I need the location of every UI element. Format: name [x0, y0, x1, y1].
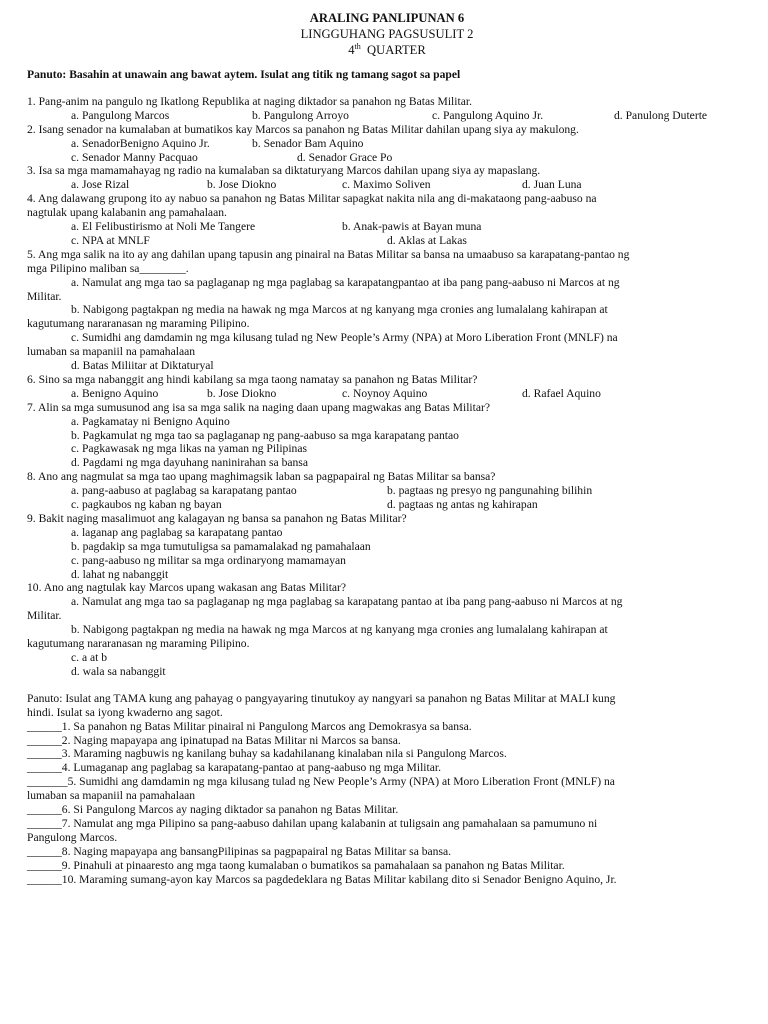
- question-6: [27, 373, 747, 401]
- choice-c: c. a at b: [71, 651, 108, 665]
- choice-b: b. Jose Diokno: [207, 178, 277, 192]
- choice-a: a. Jose Rizal: [71, 178, 130, 192]
- tf-item-8: ______8. Naging mapayapa ang bansangPilipinas sa pagpapairal ng Batas Militar sa bansa.: [27, 844, 452, 858]
- choice-d: d. Rafael Aquino: [522, 386, 601, 400]
- choice-a-line-1: a. Namulat ang mga tao sa paglaganap ng mga paglabag sa karapatangpantao at iba pang pang-aabuso ni Marcos at ng: [71, 275, 620, 289]
- choices-row: [27, 498, 747, 512]
- question-text: 1. Pang-anim na pangulo ng Ikatlong Republika at naging diktador sa panahon ng Batas Militar.: [27, 94, 472, 108]
- quarter-suffix: th: [354, 41, 361, 51]
- choices-row: [27, 220, 747, 234]
- question-9: [27, 512, 747, 582]
- question-4: [27, 192, 747, 248]
- choices-row: [27, 151, 747, 165]
- choice-b: b. pagtaas ng presyo ng pangunahing bilihin: [387, 484, 593, 498]
- choice-a: a. SenadorBenigno Aquino Jr.: [71, 136, 210, 150]
- question-text: 3. Isa sa mga mamamahayag ng radio na kumalaban sa diktaturyang Marcos dahilan upang siya ay mapaslang.: [27, 164, 541, 178]
- instruction-true-false: [27, 692, 747, 720]
- choice-b-line-1: b. Nabigong pagtakpan ng media na hawak ng mga Marcos at ng kanyang mga cronies ang lumalalang kahirapan at: [71, 303, 608, 317]
- tf-item-5-line-1: _______5. Sumidhi ang damdamin ng mga kilusang tulad ng New People’s Army (NPA) at Moro Liberation Front (MNLF) na: [27, 775, 615, 789]
- question-text-line-2: nagtulak upang kalabanin ang pamahalaan.: [27, 206, 227, 220]
- choices-row: [27, 178, 747, 192]
- tf-item-3: ______3. Maraming nagbuwis ng kanilang buhay sa kadahilanang kinalaban nila si Pangulong Marcos.: [27, 747, 507, 761]
- choice-c: c. Senador Manny Pacquao: [71, 150, 198, 164]
- question-1: [27, 95, 747, 123]
- choices-row: [27, 234, 747, 248]
- choices-row: [27, 109, 747, 123]
- choice-c: c. Pagkawasak ng mga likas na yaman ng Pilipinas: [71, 442, 308, 456]
- choice-d: d. Panulong Duterte: [614, 108, 708, 122]
- choice-d: d. lahat ng nabanggit: [71, 567, 169, 581]
- choices-row: [27, 137, 747, 151]
- choice-d: d. Batas Miliitar at Diktaturyal: [71, 359, 214, 373]
- quarter-title: [27, 42, 747, 58]
- document-header: [27, 10, 747, 58]
- instruction-line-1: Panuto: Isulat ang TAMA kung ang pahayag o pangyayaring tinutukoy ay nangyari sa panahon ng Batas Militar at MALI kung: [27, 691, 616, 705]
- tf-item-6: ______6. Si Pangulong Marcos ay naging diktador sa panahon ng Batas Militar.: [27, 803, 399, 817]
- choice-c: c. pagkaubos ng kaban ng bayan: [71, 498, 222, 512]
- subject-title: ARALING PANLIPUNAN 6: [309, 11, 465, 25]
- choice-a: a. El Felibustirismo at Noli Me Tangere: [71, 220, 256, 233]
- question-text: 10. Ano ang nagtulak kay Marcos upang wakasan ang Batas Militar?: [27, 581, 347, 595]
- question-text-line-2: mga Pilipino maliban sa________.: [27, 261, 189, 275]
- choice-c-line-2: lumaban sa mapaniil na pamahalaan: [27, 345, 196, 359]
- choice-d: d. wala sa nabanggit: [71, 664, 166, 678]
- choice-c: c. Noynoy Aquino: [342, 386, 428, 400]
- choice-a-line-2: Militar.: [27, 609, 62, 623]
- choice-b-line-1: b. Nabigong pagtakpan ng media na hawak ng mga Marcos at ng kanyang mga cronies ang lumalalang kahirapan at: [71, 623, 608, 637]
- choices-row: [27, 484, 747, 498]
- question-text: 9. Bakit naging masalimuot ang kalagayan ng bansa sa panahon ng Batas Militar?: [27, 511, 407, 525]
- question-text: 6. Sino sa mga nabanggit ang hindi kabilang sa mga taong namatay sa panahon ng Batas Militar?: [27, 372, 478, 386]
- choice-c: c. Maximo Soliven: [342, 178, 431, 192]
- choice-b-line-2: kagutumang nararanasan ng maraming Pilipino.: [27, 637, 250, 651]
- tf-item-5-line-2: lumaban sa mapaniil na pamahalaan: [27, 789, 196, 803]
- choice-b: b. Jose Diokno: [207, 386, 277, 400]
- choice-c: c. pang-aabuso ng militar sa mga ordinaryong mamamayan: [71, 553, 346, 567]
- choice-b: b. Senador Bam Aquino: [252, 136, 364, 150]
- choice-b: b. Anak-pawis at Bayan muna: [342, 220, 482, 233]
- question-3: [27, 164, 747, 192]
- tf-item-2: ______2. Naging mapayapa ang ipinatupad na Batas Militar ni Marcos sa bansa.: [27, 733, 401, 747]
- choice-c-line-1: c. Sumidhi ang damdamin ng mga kilusang tulad ng New People’s Army (NPA) at Moro Liberation Front (MNLF) na: [71, 331, 618, 345]
- choice-a: a. Pangulong Marcos: [71, 108, 170, 122]
- tf-item-7-line-2: Pangulong Marcos.: [27, 830, 118, 844]
- tf-item-4: ______4. Lumaganap ang paglabag sa karapatang-pantao at pang-aabuso ng mga Militar.: [27, 761, 442, 775]
- true-false-items: [27, 720, 747, 887]
- instruction-multiple-choice: Panuto: Basahin at unawain ang bawat aytem. Isulat ang titik ng tamang sagot sa papel: [27, 68, 461, 81]
- tf-item-9: ______9. Pinahuli at pinaaresto ang mga taong kumalaban o bumatikos sa pamahalaan sa panahon ng Batas Militar.: [27, 858, 565, 872]
- quarter-word: QUARTER: [367, 43, 426, 57]
- choice-d: d. Pagdami ng mga dayuhang naninirahan sa bansa: [71, 456, 308, 470]
- choice-a: a. Benigno Aquino: [71, 386, 159, 400]
- question-10: [27, 581, 747, 678]
- question-text-line-1: 5. Ang mga salik na ito ay ang dahilan upang tapusin ang pinairal na Batas Militar sa bansa na umaabuso sa karapatang-pantao ng: [27, 247, 630, 261]
- test-title: LINGGUHANG PAGSUSULIT 2: [300, 27, 474, 41]
- question-8: [27, 470, 747, 512]
- choice-a: a. Pagkamatay ni Benigno Aquino: [71, 414, 230, 428]
- instruction-line-2: hindi. Isulat sa iyong kwaderno ang sagot.: [27, 705, 223, 719]
- choice-c: c. Pangulong Aquino Jr.: [432, 108, 544, 122]
- choice-b: b. Pagkamulat ng mga tao sa paglaganap ng pang-aabuso sa mga karapatang pantao: [71, 428, 459, 442]
- question-text: 2. Isang senador na kumalaban at bumatikos kay Marcos sa panahon ng Batas Militar dahilan upang siya ay makulong.: [27, 122, 579, 136]
- question-text: 7. Alin sa mga sumusunod ang isa sa mga salik na naging daan upang magwakas ang Batas Militar?: [27, 400, 491, 414]
- choice-a: a. pang-aabuso at paglabag sa karapatang pantao: [71, 484, 297, 498]
- question-7: [27, 401, 747, 471]
- choice-a: a. laganap ang paglabag sa karapatang pantao: [71, 525, 283, 539]
- tf-item-1: ______1. Sa panahon ng Batas Militar pinairal ni Pangulong Marcos ang Demokrasya sa bansa.: [27, 719, 472, 733]
- choice-b: b. pagdakip sa mga tumutuligsa sa pamamalakad ng pamahalaan: [71, 539, 371, 553]
- choice-c: c. NPA at MNLF: [71, 233, 150, 247]
- choice-d: d. pagtaas ng antas ng kahirapan: [387, 498, 538, 512]
- choice-b-line-2: kagutumang nararanasan ng maraming Pilipino.: [27, 317, 250, 331]
- quarter-number: 4: [348, 43, 355, 57]
- question-5: [27, 248, 747, 373]
- choices-row: [27, 387, 747, 401]
- choice-a-line-1: a. Namulat ang mga tao sa paglaganap ng mga paglabag sa karapatang pantao at iba pang pang-aabuso ni Marcos at ng: [71, 595, 623, 609]
- choice-d: d. Senador Grace Po: [297, 150, 393, 164]
- tf-item-7-line-1: ______7. Namulat ang mga Pilipino sa pang-aabuso dahilan upang kalabanin at tuligsain ang pamahalaan sa pamumuno ni: [27, 816, 598, 830]
- choice-d: d. Juan Luna: [522, 178, 582, 192]
- choice-d: d. Aklas at Lakas: [387, 233, 467, 247]
- question-text-line-1: 4. Ang dalawang grupong ito ay nabuo sa panahon ng Batas Militar sapagkat nakita nila ang di-makataong pang-aabuso na: [27, 192, 597, 206]
- tf-item-10: ______10. Maraming sumang-ayon kay Marcos sa pagdedeklara ng Batas Militar kabilang dito si Senador Benigno Aquino, Jr.: [27, 872, 617, 886]
- choice-a-line-2: Militar.: [27, 289, 62, 303]
- choice-b: b. Pangulong Arroyo: [252, 108, 349, 122]
- question-text: 8. Ano ang nagmulat sa mga tao upang maghimagsik laban sa pagpapairal ng Batas Militar sa bansa?: [27, 470, 496, 484]
- section-spacer: [27, 679, 747, 692]
- document-page: [27, 10, 747, 887]
- question-2: [27, 123, 747, 165]
